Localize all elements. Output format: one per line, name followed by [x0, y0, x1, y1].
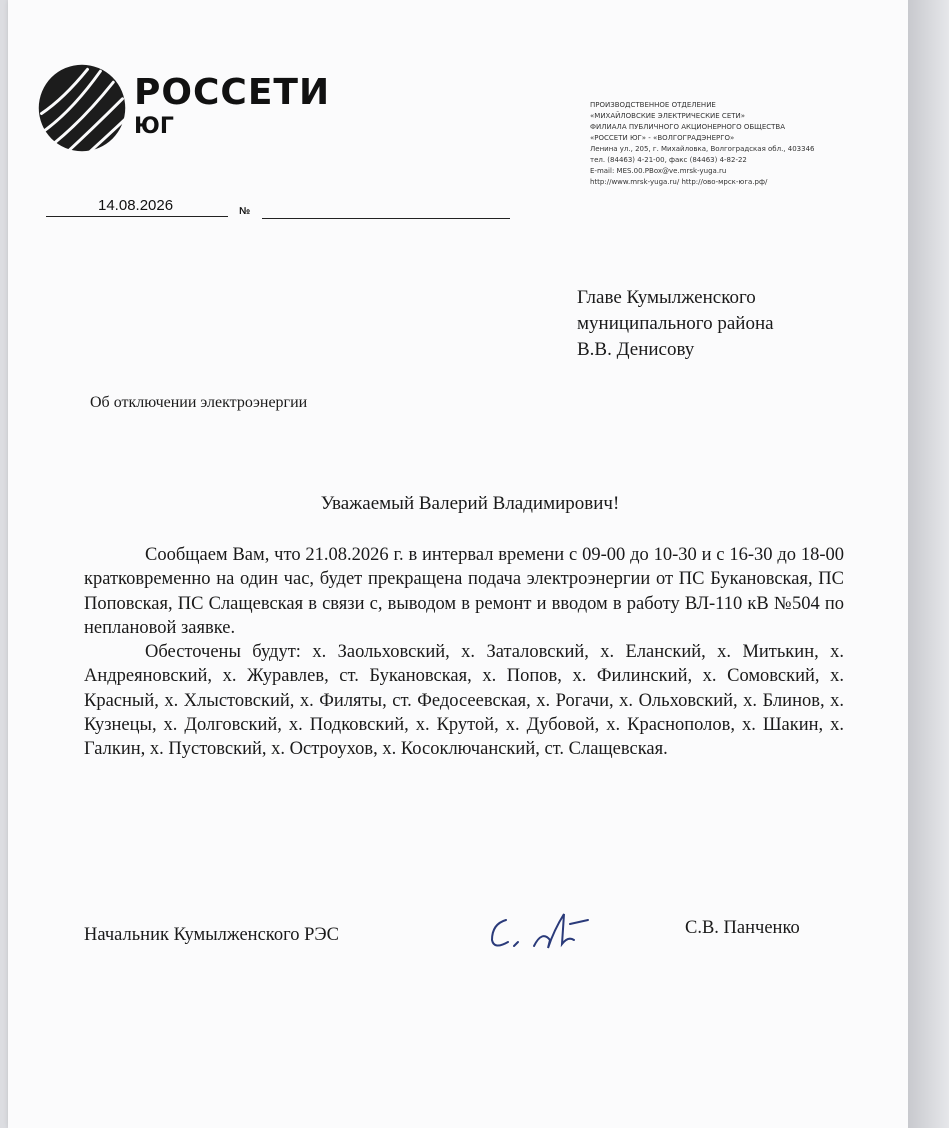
letter-body [84, 543, 844, 762]
letter-greeting: Уважаемый Валерий Владимирович! [320, 493, 620, 514]
organization-details [590, 100, 890, 188]
addressee-line: муниципального района [577, 313, 774, 334]
org-line: Ленина ул., 205, г. Михайловка, Волгоградская обл., 403346 [590, 145, 815, 153]
letter-date: 14.08.2026 [98, 197, 174, 214]
brand-subname: ЮГ [134, 114, 174, 139]
background-edge [908, 0, 949, 1128]
number-label: № [239, 206, 251, 217]
number-underline [262, 218, 510, 219]
letter-subject: Об отключении электроэнергии [90, 394, 308, 411]
handwritten-signature [484, 906, 594, 956]
org-line: тел. (84463) 4-21-00, факс (84463) 4-82-22 [590, 156, 747, 164]
body-paragraph: Сообщаем Вам, что 21.08.2026 г. в интервал времени с 09-00 до 10-30 и с 16-30 до 18-00 кратковременно на один час, будет прекращена подача электроэнергии от ПС Букановская, ПС Поповская, ПС Слащевская в связи с, выводом в ремонт и вводом в работу ВЛ-110 кВ №504 по неплановой заявке. [84, 545, 844, 638]
org-line: ПРОИЗВОДСТВЕННОЕ ОТДЕЛЕНИЕ [590, 101, 716, 109]
org-line: ФИЛИАЛА ПУБЛИЧНОГО АКЦИОНЕРНОГО ОБЩЕСТВА [590, 123, 786, 131]
addressee-line: В.В. Денисову [577, 339, 695, 360]
brand-name: РОССЕТИ [134, 72, 331, 113]
signatory-role: Начальник Кумылженского РЭС [84, 925, 339, 945]
rosseti-logo-icon [36, 62, 128, 154]
org-line: «РОССЕТИ ЮГ» - «ВОЛГОГРАДЭНЕРГО» [590, 134, 735, 142]
org-line: http://www.mrsk-yuga.ru/ http://ово-мрск-юга.рф/ [590, 178, 768, 186]
signatory-name: С.В. Панченко [685, 918, 800, 938]
org-line: E-mail: MES.00.PBox@ve.mrsk-yuga.ru [590, 167, 727, 175]
addressee-block [577, 285, 774, 363]
org-line: «МИХАЙЛОВСКИЕ ЭЛЕКТРИЧЕСКИЕ СЕТИ» [590, 112, 746, 120]
date-underline [46, 216, 228, 217]
addressee-line: Главе Кумылженского [577, 287, 756, 308]
body-paragraph: Обесточены будут: х. Заольховский, х. Заталовский, х. Еланский, х. Митькин, х. Андреяновский, х. Журавлев, ст. Букановская, х. Попов, х. Филинский, х. Сомовский, х. Красный, х. Хлыстовский, х. Филяты, ст. Федосеевская, х. Рогачи, х. Ольховский, х. Блинов, х. Кузнецы, х. Долговский, х. Подковский, х. Крутой, х. Дубовой, х. Краснополов, х. Шакин, х. Галкин, х. Пустовский, х. Остроухов, х. Косоключанский, ст. Слащевская. [84, 642, 844, 760]
